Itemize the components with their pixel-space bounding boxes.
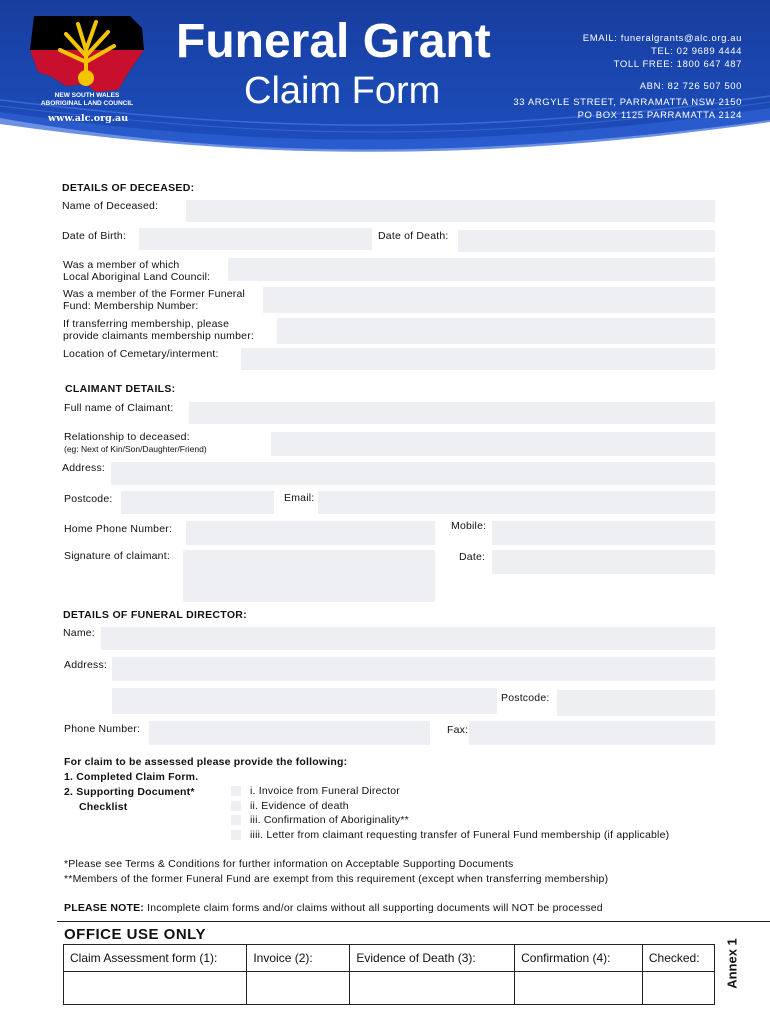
- office-cell-evidence-death[interactable]: [350, 972, 515, 1005]
- nswalc-logo-icon: [26, 10, 150, 100]
- claimant-address-label: Address:: [62, 462, 106, 474]
- footnote-1: *Please see Terms & Conditions for further information on Acceptable Supporting Documents: [64, 858, 514, 870]
- requirement-item-1: 1. Completed Claim Form.: [64, 771, 199, 783]
- page-subtitle: Claim Form: [244, 70, 441, 112]
- office-col-invoice: Invoice (2):: [247, 945, 350, 972]
- director-phone-label: Phone Number:: [64, 723, 141, 735]
- dod-label: Date of Death:: [378, 230, 449, 242]
- claimant-address-input[interactable]: [111, 462, 715, 485]
- office-cell-checked[interactable]: [642, 972, 714, 1005]
- signature-label: Signature of claimant:: [64, 550, 170, 562]
- home-phone-input[interactable]: [186, 521, 435, 545]
- relationship-hint: (eg: Next of Kin/Son/Daughter/Friend): [64, 444, 207, 454]
- signature-box[interactable]: [183, 550, 435, 602]
- requirement-item-2-checklist: Checklist: [79, 801, 128, 813]
- checklist-checkbox-aboriginality[interactable]: [231, 815, 241, 825]
- director-address-input-line1[interactable]: [112, 657, 715, 681]
- office-cell-confirmation[interactable]: [515, 972, 643, 1005]
- dod-input[interactable]: [458, 230, 715, 252]
- please-note-text: Incomplete claim forms and/or claims without all supporting documents will NOT be processed: [144, 902, 603, 914]
- lalc-input[interactable]: [228, 258, 715, 281]
- director-heading: DETAILS OF FUNERAL DIRECTOR:: [63, 609, 247, 621]
- please-note-label: PLEASE NOTE:: [64, 902, 144, 914]
- relationship-input[interactable]: [271, 432, 715, 456]
- director-postcode-label: Postcode:: [501, 692, 550, 704]
- requirements-intro: For claim to be assessed please provide the following:: [64, 756, 348, 768]
- claimant-heading: CLAIMANT DETAILS:: [65, 383, 176, 395]
- director-fax-input[interactable]: [469, 721, 715, 745]
- director-postcode-input[interactable]: [557, 690, 715, 716]
- mobile-input[interactable]: [492, 521, 715, 545]
- header-banner: [0, 0, 770, 172]
- transfer-membership-input[interactable]: [277, 318, 715, 344]
- claimant-postcode-label: Postcode:: [64, 493, 113, 505]
- logo-url[interactable]: www.alc.org.au: [48, 113, 129, 124]
- contact-abn: ABN: 82 726 507 500: [639, 81, 742, 92]
- mobile-label: Mobile:: [451, 520, 487, 532]
- cemetery-input[interactable]: [241, 348, 715, 370]
- claimant-date-input[interactable]: [492, 550, 715, 574]
- dob-input[interactable]: [139, 228, 372, 250]
- contact-tel: TEL: 02 9689 4444: [650, 46, 742, 57]
- contact-email[interactable]: EMAIL: funeralgrants@alc.org.au: [582, 33, 742, 44]
- claimant-postcode-input[interactable]: [121, 491, 274, 514]
- dob-label: Date of Birth:: [62, 230, 127, 242]
- director-name-label: Name:: [63, 627, 95, 639]
- checklist-item-invoice: i. Invoice from Funeral Director: [250, 785, 400, 797]
- claimant-fullname-label: Full name of Claimant:: [64, 402, 174, 414]
- logo-org-line1: NEW SOUTH WALES: [54, 92, 120, 99]
- deceased-name-input[interactable]: [186, 200, 715, 222]
- requirement-item-2: 2. Supporting Document*: [64, 786, 195, 798]
- director-address-input-line2[interactable]: [112, 688, 497, 714]
- former-fund-label: Was a member of the Former Funeral Fund: Membership Number:: [63, 288, 246, 312]
- deceased-name-label: Name of Deceased:: [62, 200, 159, 212]
- relationship-label: Relationship to deceased:: [64, 431, 190, 443]
- page-title: Funeral Grant: [176, 15, 491, 68]
- office-col-checked: Checked:: [642, 945, 714, 972]
- deceased-heading: DETAILS OF DECEASED:: [62, 182, 195, 194]
- director-fax-label: Fax:: [447, 724, 469, 736]
- former-fund-membership-input[interactable]: [263, 287, 715, 313]
- please-note: [64, 902, 603, 914]
- office-col-confirmation: Confirmation (4):: [515, 945, 643, 972]
- contact-toll-free: TOLL FREE: 1800 647 487: [613, 59, 742, 70]
- checklist-item-aboriginality: iii. Confirmation of Aboriginality**: [250, 814, 409, 826]
- cemetery-label: Location of Cemetary/interment:: [63, 348, 219, 360]
- footnote-2: **Members of the former Funeral Fund are exempt from this requirement (except when transferring membership): [64, 873, 609, 885]
- office-use-title: OFFICE USE ONLY: [64, 926, 206, 943]
- logo-org-line2: ABORIGINAL LAND COUNCIL: [40, 100, 134, 107]
- director-phone-input[interactable]: [149, 721, 430, 745]
- director-name-input[interactable]: [101, 627, 715, 650]
- office-col-claim-assessment: Claim Assessment form (1):: [64, 945, 247, 972]
- office-divider: [57, 921, 770, 922]
- home-phone-label: Home Phone Number:: [64, 523, 173, 535]
- office-col-evidence-death: Evidence of Death (3):: [350, 945, 515, 972]
- claimant-email-input[interactable]: [318, 491, 715, 514]
- lalc-label: Was a member of which Local Aboriginal Land Council:: [63, 259, 211, 283]
- contact-address: 33 ARGYLE STREET, PARRAMATTA NSW 2150: [513, 97, 742, 108]
- office-cell-invoice[interactable]: [247, 972, 350, 1005]
- annex-label: Annex 1: [724, 938, 740, 989]
- claimant-fullname-input[interactable]: [189, 402, 715, 424]
- claimant-date-label: Date:: [459, 551, 486, 563]
- director-address-label: Address:: [64, 659, 108, 671]
- transfer-label: If transferring membership, please provide claimants membership number:: [63, 318, 255, 342]
- checklist-item-transfer: iiii. Letter from claimant requesting transfer of Funeral Fund membership (if applicable): [250, 829, 670, 841]
- checklist-item-death: ii. Evidence of death: [250, 800, 349, 812]
- office-use-table: [63, 944, 715, 1005]
- claimant-email-label: Email:: [284, 492, 315, 504]
- contact-po-box: PO BOX 1125 PARRAMATTA 2124: [577, 110, 742, 121]
- checklist-checkbox-invoice[interactable]: [231, 786, 241, 796]
- checklist-checkbox-death[interactable]: [231, 801, 241, 811]
- checklist-checkbox-transfer[interactable]: [231, 830, 241, 840]
- office-cell-claim-assessment[interactable]: [64, 972, 247, 1005]
